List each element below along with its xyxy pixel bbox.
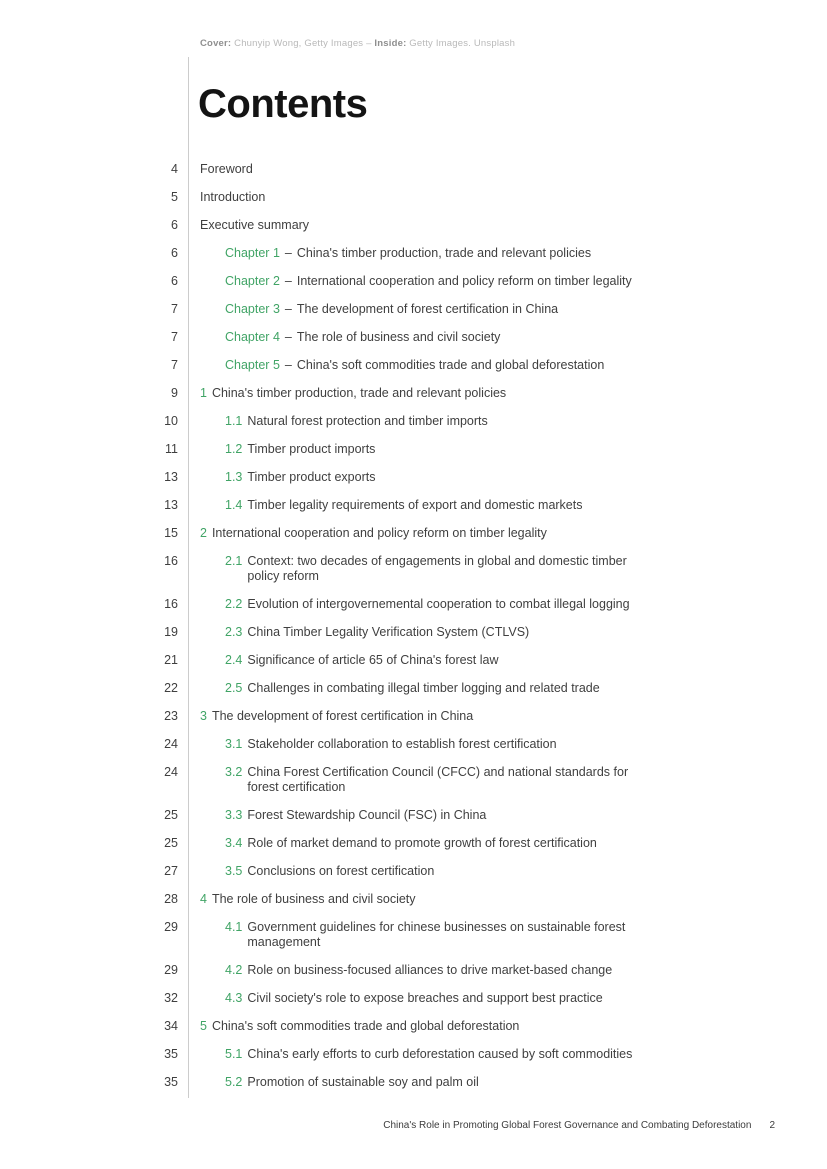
toc-entry-texts <box>247 597 629 612</box>
toc-page-number: 25 <box>164 808 178 822</box>
toc-entry-text: China's early efforts to curb deforestation caused by soft commodities <box>247 1047 633 1061</box>
toc-entry-link[interactable] <box>225 963 612 978</box>
toc-entry-link[interactable] <box>225 597 630 612</box>
toc-entry-link[interactable] <box>200 1019 519 1034</box>
toc-row[interactable] <box>0 218 827 233</box>
toc-entry-link[interactable] <box>225 991 603 1006</box>
toc-entry-link[interactable] <box>200 162 253 177</box>
toc-row[interactable] <box>0 892 827 907</box>
toc-entry-text: Evolution of intergovernemental cooperation to combat illegal logging <box>247 597 630 611</box>
toc-entry-texts <box>247 963 612 978</box>
toc-entry-text: Promotion of sustainable soy and palm oil <box>247 1075 479 1089</box>
toc-row[interactable] <box>0 386 827 401</box>
toc-entry-text: The development of forest certification in China <box>211 709 474 723</box>
toc-entry-link[interactable] <box>225 498 582 513</box>
toc-page-number: 29 <box>164 963 178 977</box>
toc-entry-number: 5 <box>200 1019 207 1033</box>
toc-entry-text: Conclusions on forest certification <box>247 864 435 878</box>
toc-row[interactable] <box>0 808 827 823</box>
toc-page-number: 21 <box>164 653 178 667</box>
toc-entry-number: 3.1 <box>225 737 243 751</box>
toc-entry-texts <box>247 1047 632 1062</box>
toc-entry-text: International cooperation and policy reform on timber legality <box>296 274 632 288</box>
toc-entry-texts <box>247 1075 478 1090</box>
toc-entry-texts <box>247 470 375 485</box>
toc-entry-text: The role of business and civil society <box>211 892 416 906</box>
toc-entry-text: Executive summary <box>200 218 310 232</box>
toc-page-number: 13 <box>164 470 178 484</box>
toc-page-number: 19 <box>164 625 178 639</box>
toc-page-number: 32 <box>164 991 178 1005</box>
toc-entry-number: 1 <box>200 386 207 400</box>
page-title: Contents <box>198 82 368 126</box>
toc-row[interactable] <box>0 963 827 978</box>
toc-entry-link[interactable] <box>225 836 597 851</box>
toc-entry-link[interactable] <box>225 274 632 289</box>
toc-page-number: 15 <box>164 526 178 540</box>
toc-entry-texts <box>247 836 596 851</box>
toc-page-number: 35 <box>164 1075 178 1089</box>
toc-entry-number: 2.4 <box>225 653 243 667</box>
toc-entry-text-line2: policy reform <box>247 569 319 583</box>
toc-page-number: 7 <box>171 302 178 316</box>
toc-entry-texts <box>247 991 602 1006</box>
toc-entry-text: Timber product imports <box>247 442 376 456</box>
toc-entry-text: Context: two decades of engagements in global and domestic timber <box>247 554 627 568</box>
toc-row[interactable] <box>0 653 827 668</box>
toc-page-number: 24 <box>164 765 178 779</box>
toc-page-number: 6 <box>171 218 178 232</box>
toc-entry-number: Chapter 4 <box>225 330 280 344</box>
toc-entry-texts <box>247 498 582 513</box>
table-of-contents <box>0 162 827 1103</box>
toc-page-number: 10 <box>164 414 178 428</box>
toc-row[interactable] <box>0 526 827 541</box>
toc-entry-link[interactable] <box>200 190 265 205</box>
toc-entry-link[interactable] <box>225 681 600 696</box>
toc-entry-text: International cooperation and policy reform on timber legality <box>211 526 547 540</box>
toc-entry-link[interactable] <box>225 1075 479 1090</box>
toc-entry-texts <box>212 386 506 401</box>
toc-page-number: 25 <box>164 836 178 850</box>
toc-entry-texts <box>297 246 591 261</box>
toc-entry-texts <box>247 920 625 950</box>
toc-entry-dash: – <box>284 246 292 260</box>
toc-entry-link[interactable] <box>225 302 558 317</box>
toc-entry-texts <box>200 162 253 177</box>
toc-row[interactable] <box>0 709 827 724</box>
toc-entry-link[interactable] <box>225 554 627 584</box>
toc-entry-link[interactable] <box>225 1047 632 1062</box>
credit-cover-text: Chunyip Wong, Getty Images – <box>231 38 375 49</box>
toc-entry-number: 3.4 <box>225 836 243 850</box>
toc-row[interactable] <box>0 920 827 950</box>
toc-entry-text-line2: forest certification <box>247 780 346 794</box>
toc-entry-number: 1.3 <box>225 470 243 484</box>
toc-row[interactable] <box>0 864 827 879</box>
toc-entry-text: Foreword <box>200 162 253 176</box>
toc-page-number: 13 <box>164 498 178 512</box>
toc-entry-number: 1.2 <box>225 442 243 456</box>
toc-entry-link[interactable] <box>225 864 434 879</box>
toc-entry-text: Role on business-focused alliances to drive market-based change <box>247 963 613 977</box>
toc-entry-number: 4.3 <box>225 991 243 1005</box>
toc-entry-link[interactable] <box>200 386 506 401</box>
toc-entry-number: 4 <box>200 892 207 906</box>
toc-entry-text: China Forest Certification Council (CFCC) and national standards for <box>247 765 629 779</box>
toc-entry-texts <box>247 681 599 696</box>
toc-row[interactable] <box>0 836 827 851</box>
toc-entry-number: Chapter 2 <box>225 274 280 288</box>
toc-entry-texts <box>247 625 529 640</box>
toc-entry-number: 4.1 <box>225 920 243 934</box>
toc-entry-text: Natural forest protection and timber imports <box>247 414 488 428</box>
toc-row[interactable] <box>0 274 827 289</box>
toc-entry-texts <box>247 864 434 879</box>
toc-entry-dash: – <box>284 302 292 316</box>
toc-row[interactable] <box>0 442 827 457</box>
toc-entry-texts <box>297 274 632 289</box>
toc-entry-text: The role of business and civil society <box>296 330 501 344</box>
toc-page-number: 16 <box>164 554 178 568</box>
toc-entry-texts <box>247 442 375 457</box>
toc-page-number: 28 <box>164 892 178 906</box>
toc-page-number: 29 <box>164 920 178 934</box>
toc-entry-text: China's timber production, trade and relevant policies <box>211 386 507 400</box>
toc-entry-dash: – <box>284 330 292 344</box>
toc-entry-texts <box>212 709 473 724</box>
toc-entry-text: Government guidelines for chinese businesses on sustainable forest <box>247 920 626 934</box>
toc-entry-text: Timber product exports <box>247 470 376 484</box>
toc-entry-link[interactable] <box>225 653 499 668</box>
toc-entry-texts <box>297 302 558 317</box>
toc-entry-number: 3 <box>200 709 207 723</box>
toc-entry-number: 2.3 <box>225 625 243 639</box>
toc-entry-link[interactable] <box>225 737 557 752</box>
toc-row[interactable] <box>0 991 827 1006</box>
toc-entry-texts <box>212 892 416 907</box>
credit-cover-label: Cover: <box>200 38 232 49</box>
toc-entry-link[interactable] <box>225 765 628 795</box>
toc-entry-link[interactable] <box>225 414 488 429</box>
toc-entry-link[interactable] <box>225 442 375 457</box>
toc-entry-number: 4.2 <box>225 963 243 977</box>
toc-entry-texts <box>297 358 604 373</box>
toc-entry-text: The development of forest certification in China <box>296 302 559 316</box>
toc-entry-text: China Timber Legality Verification System (CTLVS) <box>247 625 530 639</box>
toc-entry-text: Introduction <box>200 190 266 204</box>
credit-inside-label: Inside: <box>374 38 407 49</box>
toc-entry-number: Chapter 3 <box>225 302 280 316</box>
toc-entry-number: Chapter 1 <box>225 246 280 260</box>
toc-entry-texts <box>247 414 487 429</box>
toc-row[interactable] <box>0 498 827 513</box>
toc-row[interactable] <box>0 1047 827 1062</box>
toc-row[interactable] <box>0 765 827 795</box>
toc-entry-dash: – <box>284 358 292 372</box>
toc-page-number: 35 <box>164 1047 178 1061</box>
toc-entry-number: 5.1 <box>225 1047 243 1061</box>
toc-entry-link[interactable] <box>225 246 591 261</box>
toc-entry-link[interactable] <box>225 470 375 485</box>
toc-row[interactable] <box>0 162 827 177</box>
toc-entry-number: 3.3 <box>225 808 243 822</box>
toc-entry-texts <box>212 526 547 541</box>
toc-entry-number: 2.2 <box>225 597 243 611</box>
toc-page-number: 4 <box>171 162 178 176</box>
toc-entry-link[interactable] <box>225 920 625 950</box>
toc-row[interactable] <box>0 190 827 205</box>
toc-entry-number: 1.4 <box>225 498 243 512</box>
toc-page-number: 27 <box>164 864 178 878</box>
toc-entry-text: Role of market demand to promote growth of forest certification <box>247 836 597 850</box>
toc-page-number: 11 <box>165 442 178 456</box>
toc-entry-link[interactable] <box>225 330 500 345</box>
toc-entry-text: Forest Stewardship Council (FSC) in China <box>247 808 487 822</box>
footer-document-title: China's Role in Promoting Global Forest Governance and Combating Deforestation <box>383 1120 752 1131</box>
toc-entry-link[interactable] <box>225 625 529 640</box>
toc-entry-link[interactable] <box>225 808 486 823</box>
toc-entry-link[interactable] <box>200 526 547 541</box>
toc-entry-texts <box>247 808 486 823</box>
toc-entry-text: Timber legality requirements of export and domestic markets <box>247 498 583 512</box>
toc-entry-texts <box>247 765 628 795</box>
toc-row[interactable] <box>0 554 827 584</box>
toc-row[interactable] <box>0 414 827 429</box>
toc-page-number: 7 <box>171 358 178 372</box>
toc-page-number: 16 <box>164 597 178 611</box>
toc-entry-text: Significance of article 65 of China's forest law <box>247 653 499 667</box>
footer-page-number: 2 <box>769 1120 775 1131</box>
toc-row[interactable] <box>0 681 827 696</box>
toc-entry-number: 3.5 <box>225 864 243 878</box>
toc-row[interactable] <box>0 246 827 261</box>
toc-entry-number: 2.5 <box>225 681 243 695</box>
toc-entry-texts <box>247 554 626 584</box>
toc-entry-number: Chapter 5 <box>225 358 280 372</box>
toc-page-number: 7 <box>171 330 178 344</box>
credit-inside-text: Getty Images. Unsplash <box>406 38 516 49</box>
toc-entry-link[interactable] <box>200 218 309 233</box>
toc-entry-link[interactable] <box>200 892 416 907</box>
toc-entry-text: China's soft commodities trade and global deforestation <box>296 358 605 372</box>
toc-entry-number: 1.1 <box>225 414 243 428</box>
toc-page-number: 23 <box>164 709 178 723</box>
toc-entry-dash: – <box>284 274 292 288</box>
toc-row[interactable] <box>0 1019 827 1034</box>
toc-entry-texts <box>200 190 265 205</box>
toc-row[interactable] <box>0 625 827 640</box>
toc-page-number: 6 <box>171 274 178 288</box>
toc-entry-texts <box>247 737 556 752</box>
toc-entry-link[interactable] <box>225 358 604 373</box>
toc-entry-text: Civil society's role to expose breaches and support best practice <box>247 991 603 1005</box>
toc-row[interactable] <box>0 1075 827 1090</box>
toc-entry-link[interactable] <box>200 709 473 724</box>
toc-entry-texts <box>200 218 309 233</box>
image-credit-line <box>200 38 515 50</box>
toc-entry-number: 2.1 <box>225 554 243 568</box>
page-footer <box>383 1120 775 1131</box>
toc-entry-number: 5.2 <box>225 1075 243 1089</box>
toc-page-number: 9 <box>171 386 178 400</box>
toc-entry-text: China's timber production, trade and relevant policies <box>296 246 592 260</box>
toc-page-number: 5 <box>171 190 178 204</box>
toc-entry-text: China's soft commodities trade and global deforestation <box>211 1019 520 1033</box>
toc-row[interactable] <box>0 597 827 612</box>
toc-page-number: 6 <box>171 246 178 260</box>
toc-entry-texts <box>212 1019 519 1034</box>
toc-row[interactable] <box>0 470 827 485</box>
toc-entry-text-line2: management <box>247 935 321 949</box>
toc-row[interactable] <box>0 358 827 373</box>
toc-row[interactable] <box>0 330 827 345</box>
toc-entry-text: Challenges in combating illegal timber logging and related trade <box>247 681 600 695</box>
toc-page-number: 24 <box>164 737 178 751</box>
toc-row[interactable] <box>0 737 827 752</box>
toc-row[interactable] <box>0 302 827 317</box>
toc-page-number: 34 <box>164 1019 178 1033</box>
toc-page-number: 22 <box>164 681 178 695</box>
toc-entry-texts <box>247 653 498 668</box>
toc-entry-number: 2 <box>200 526 207 540</box>
toc-entry-number: 3.2 <box>225 765 243 779</box>
toc-entry-text: Stakeholder collaboration to establish forest certification <box>247 737 557 751</box>
toc-entry-texts <box>297 330 501 345</box>
